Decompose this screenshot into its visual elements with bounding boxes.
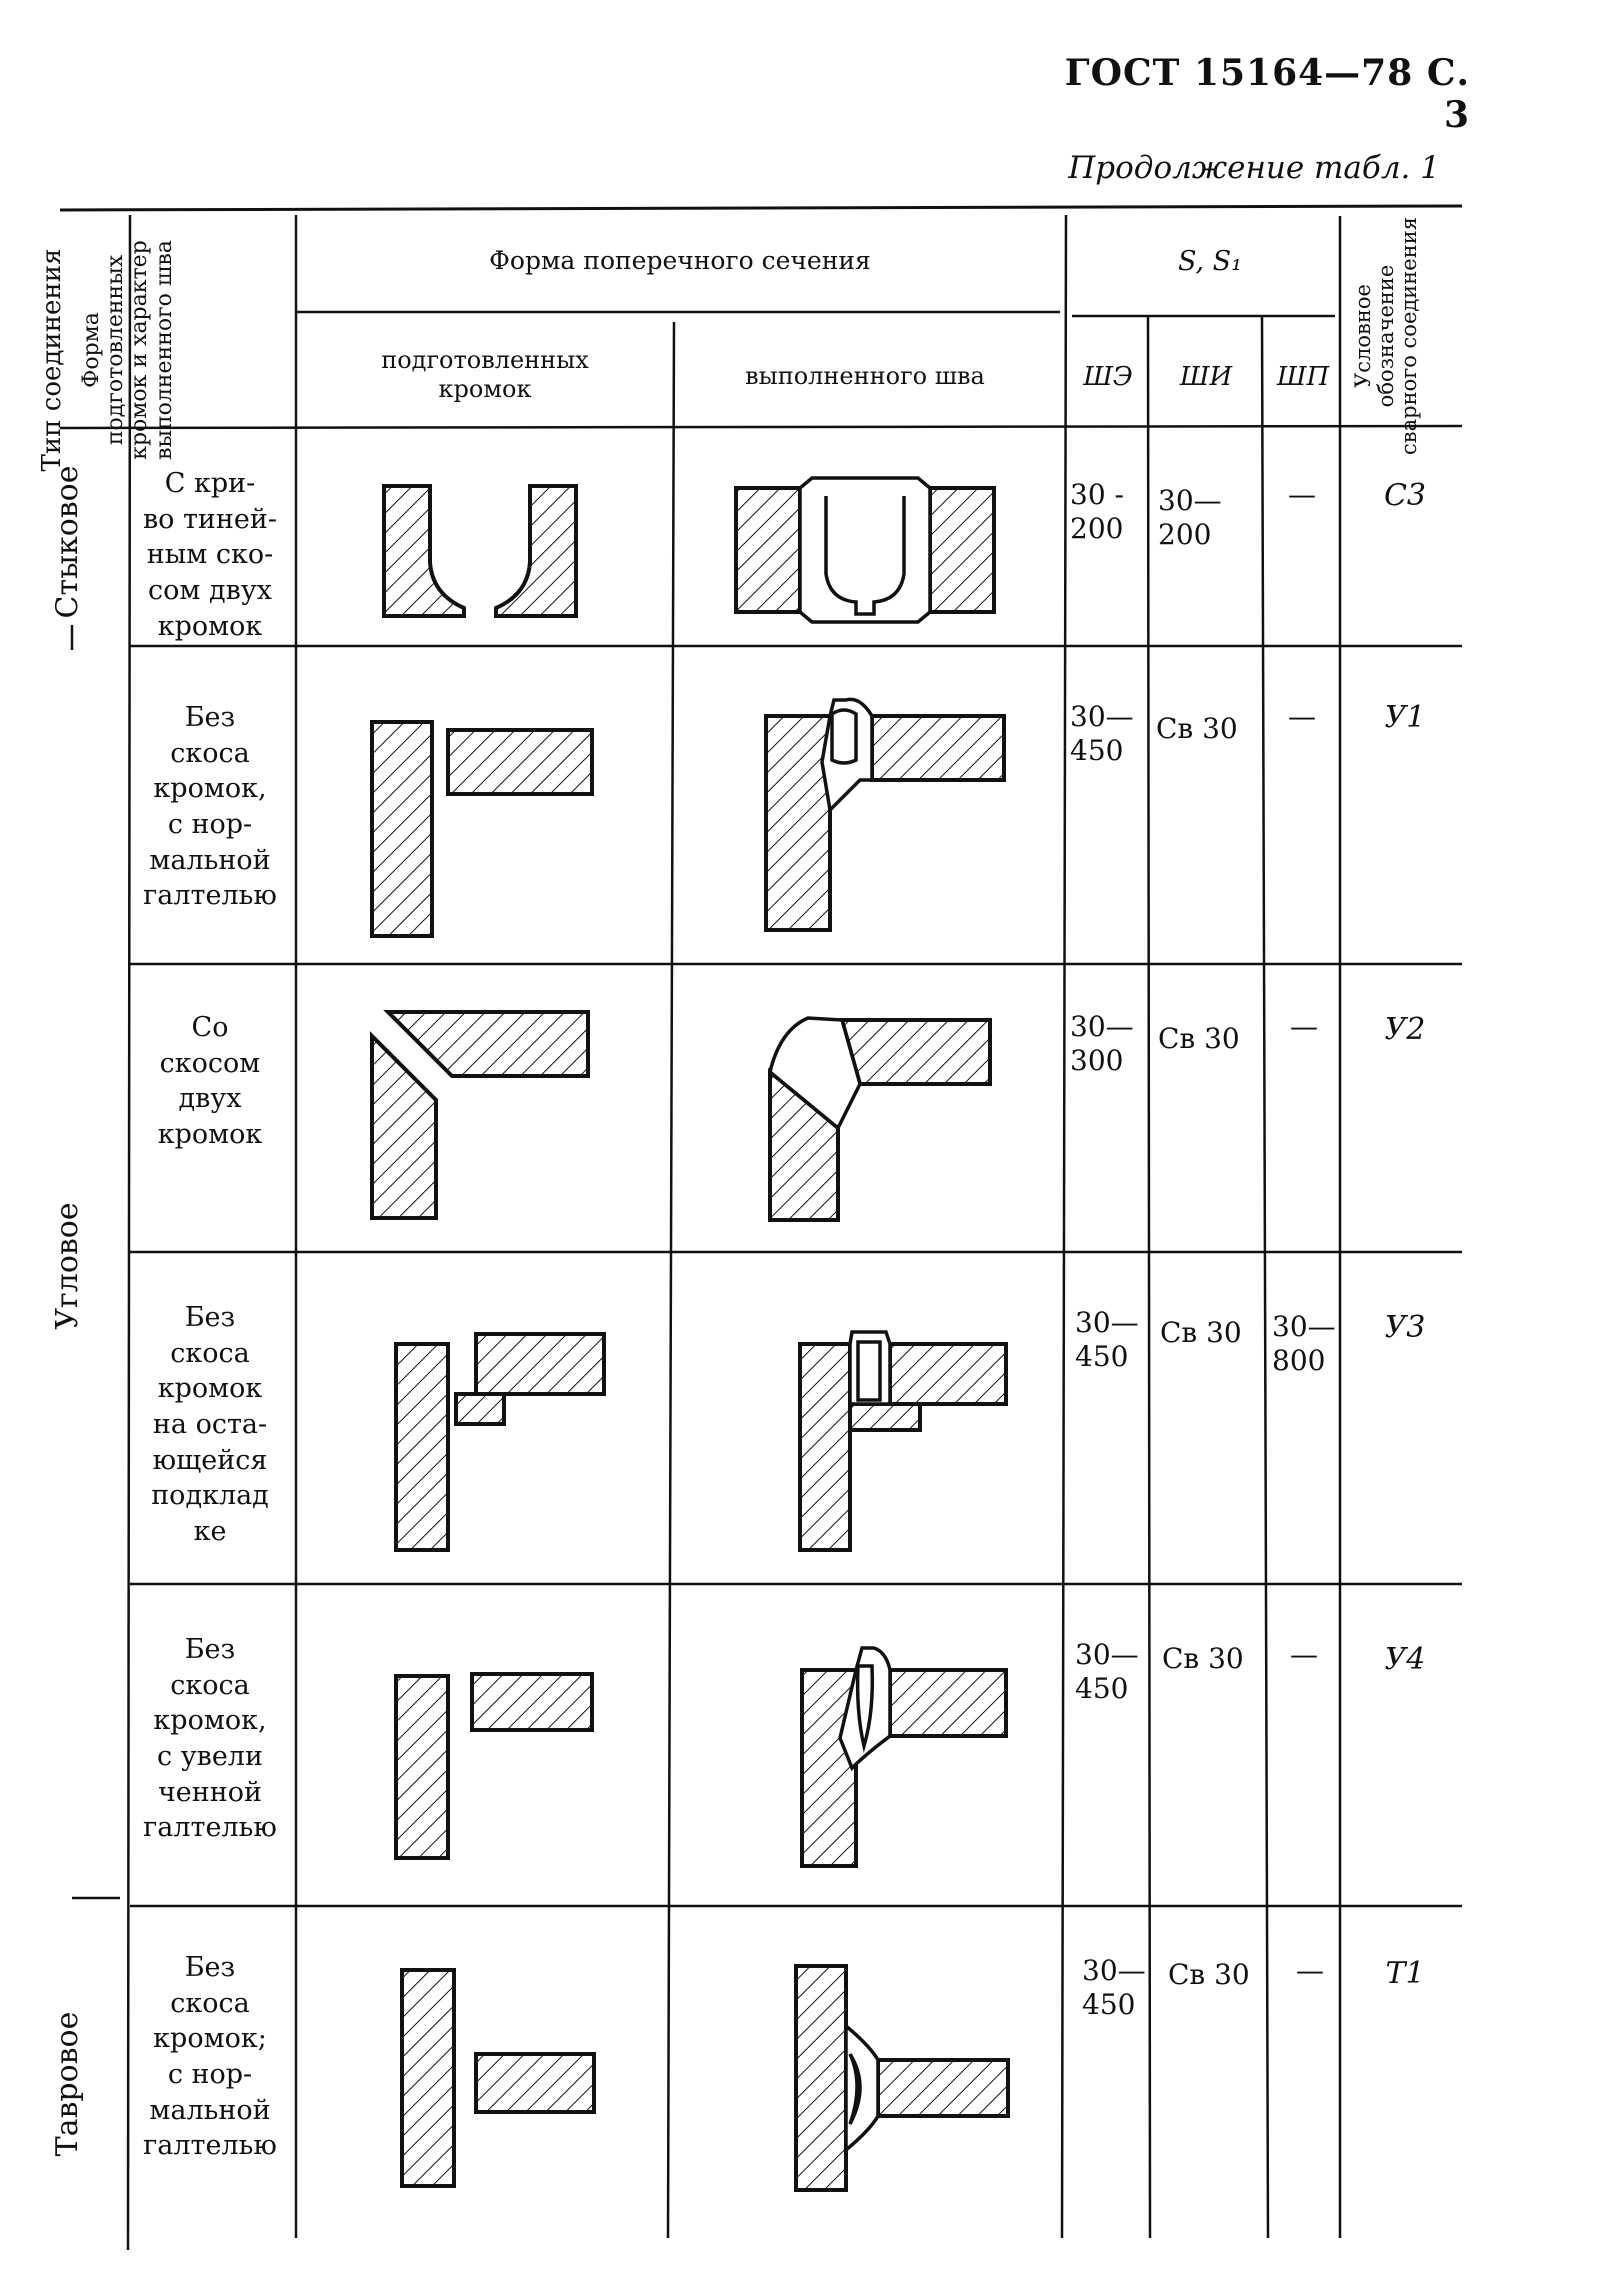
row-description: Со скосом двух кромок — [157, 1012, 263, 1150]
prepared-edge-drawing — [392, 1666, 612, 1866]
thickness-shi: 30— 200 — [1158, 484, 1222, 552]
thickness-shp: — — [1290, 1638, 1318, 1671]
row-description: Без скоса кромок на оста- ющейся подклад ке — [151, 1302, 269, 1547]
prepared-edge-drawing — [368, 1010, 608, 1230]
column-header-shi: ШИ — [1179, 362, 1233, 392]
thickness-she: 30— 450 — [1082, 1954, 1146, 2022]
joint-code: У1 — [1384, 700, 1426, 735]
thickness-shp: — — [1296, 1954, 1324, 1987]
thickness-shi: Св 30 — [1160, 1316, 1242, 1349]
group-label-tee: Тавровое — [50, 2011, 85, 2157]
thickness-shi: Св 30 — [1158, 1022, 1240, 1055]
thickness-shp: — — [1290, 1010, 1318, 1043]
thickness-she: 30 - 200 — [1070, 478, 1124, 546]
thickness-she: 30— 300 — [1070, 1010, 1134, 1078]
column-header-code: Условное обозначение сварного соединения — [1351, 217, 1422, 455]
finished-weld-drawing — [790, 1330, 1020, 1560]
finished-weld-drawing — [760, 700, 1010, 940]
thickness-shi: Св 30 — [1168, 1958, 1250, 1991]
joint-code: С3 — [1383, 478, 1427, 513]
finished-weld-drawing — [796, 1642, 1016, 1872]
joint-code: У2 — [1384, 1012, 1426, 1047]
group-label-butt: Стыковое — [50, 465, 85, 619]
column-header-done: выполненного шва — [745, 362, 985, 390]
row-description: Без скоса кромок, с увели ченной галтелью — [143, 1634, 277, 1844]
finished-weld-drawing — [760, 1010, 1010, 1230]
finished-weld-drawing — [730, 478, 1000, 628]
thickness-shp: 30— 800 — [1272, 1310, 1336, 1378]
thickness-shi: Св 30 — [1162, 1642, 1244, 1675]
prepared-edge-drawing — [380, 478, 610, 618]
row-description: Без скоса кромок, с нор- мальной галтелью — [143, 702, 277, 912]
column-header-section: Форма поперечного сечения — [489, 246, 871, 275]
column-header-shp: ШП — [1276, 362, 1330, 392]
thickness-shp: — — [1288, 478, 1316, 511]
thickness-she: 30— 450 — [1075, 1306, 1139, 1374]
document-header: ГОСТ 15164—78 С. 3 — [1064, 52, 1470, 136]
group-label-corner: Угловое — [50, 1202, 85, 1330]
joint-code: Т1 — [1385, 1956, 1425, 1991]
column-header-prepared: подготовленных кромок — [381, 346, 589, 403]
finished-weld-drawing — [790, 1966, 1020, 2196]
row-description: Без скоса кромок; с нор- мальной галтелью — [143, 1952, 277, 2162]
table-continuation-caption: Продолжение табл. 1 — [1068, 150, 1440, 186]
column-header-prep: Форма подготовленных кромок и характер выполненного шва — [79, 240, 177, 460]
prepared-edge-drawing — [394, 1966, 614, 2196]
prepared-edge-drawing — [368, 718, 608, 948]
column-header-type: Тип соединения — [37, 248, 67, 472]
joint-code: У4 — [1384, 1642, 1426, 1677]
column-header-she: ШЭ — [1083, 362, 1133, 392]
column-header-thickness: S, S₁ — [1177, 246, 1243, 277]
joint-code: У3 — [1384, 1310, 1426, 1345]
thickness-shp: — — [1288, 700, 1316, 733]
row-description: С кри- во тиней- ным ско- сом двух кромок — [142, 468, 278, 642]
prepared-edge-drawing — [392, 1330, 612, 1560]
thickness-shi: Св 30 — [1156, 712, 1238, 745]
thickness-she: 30— 450 — [1075, 1638, 1139, 1706]
thickness-she: 30— 450 — [1070, 700, 1134, 768]
